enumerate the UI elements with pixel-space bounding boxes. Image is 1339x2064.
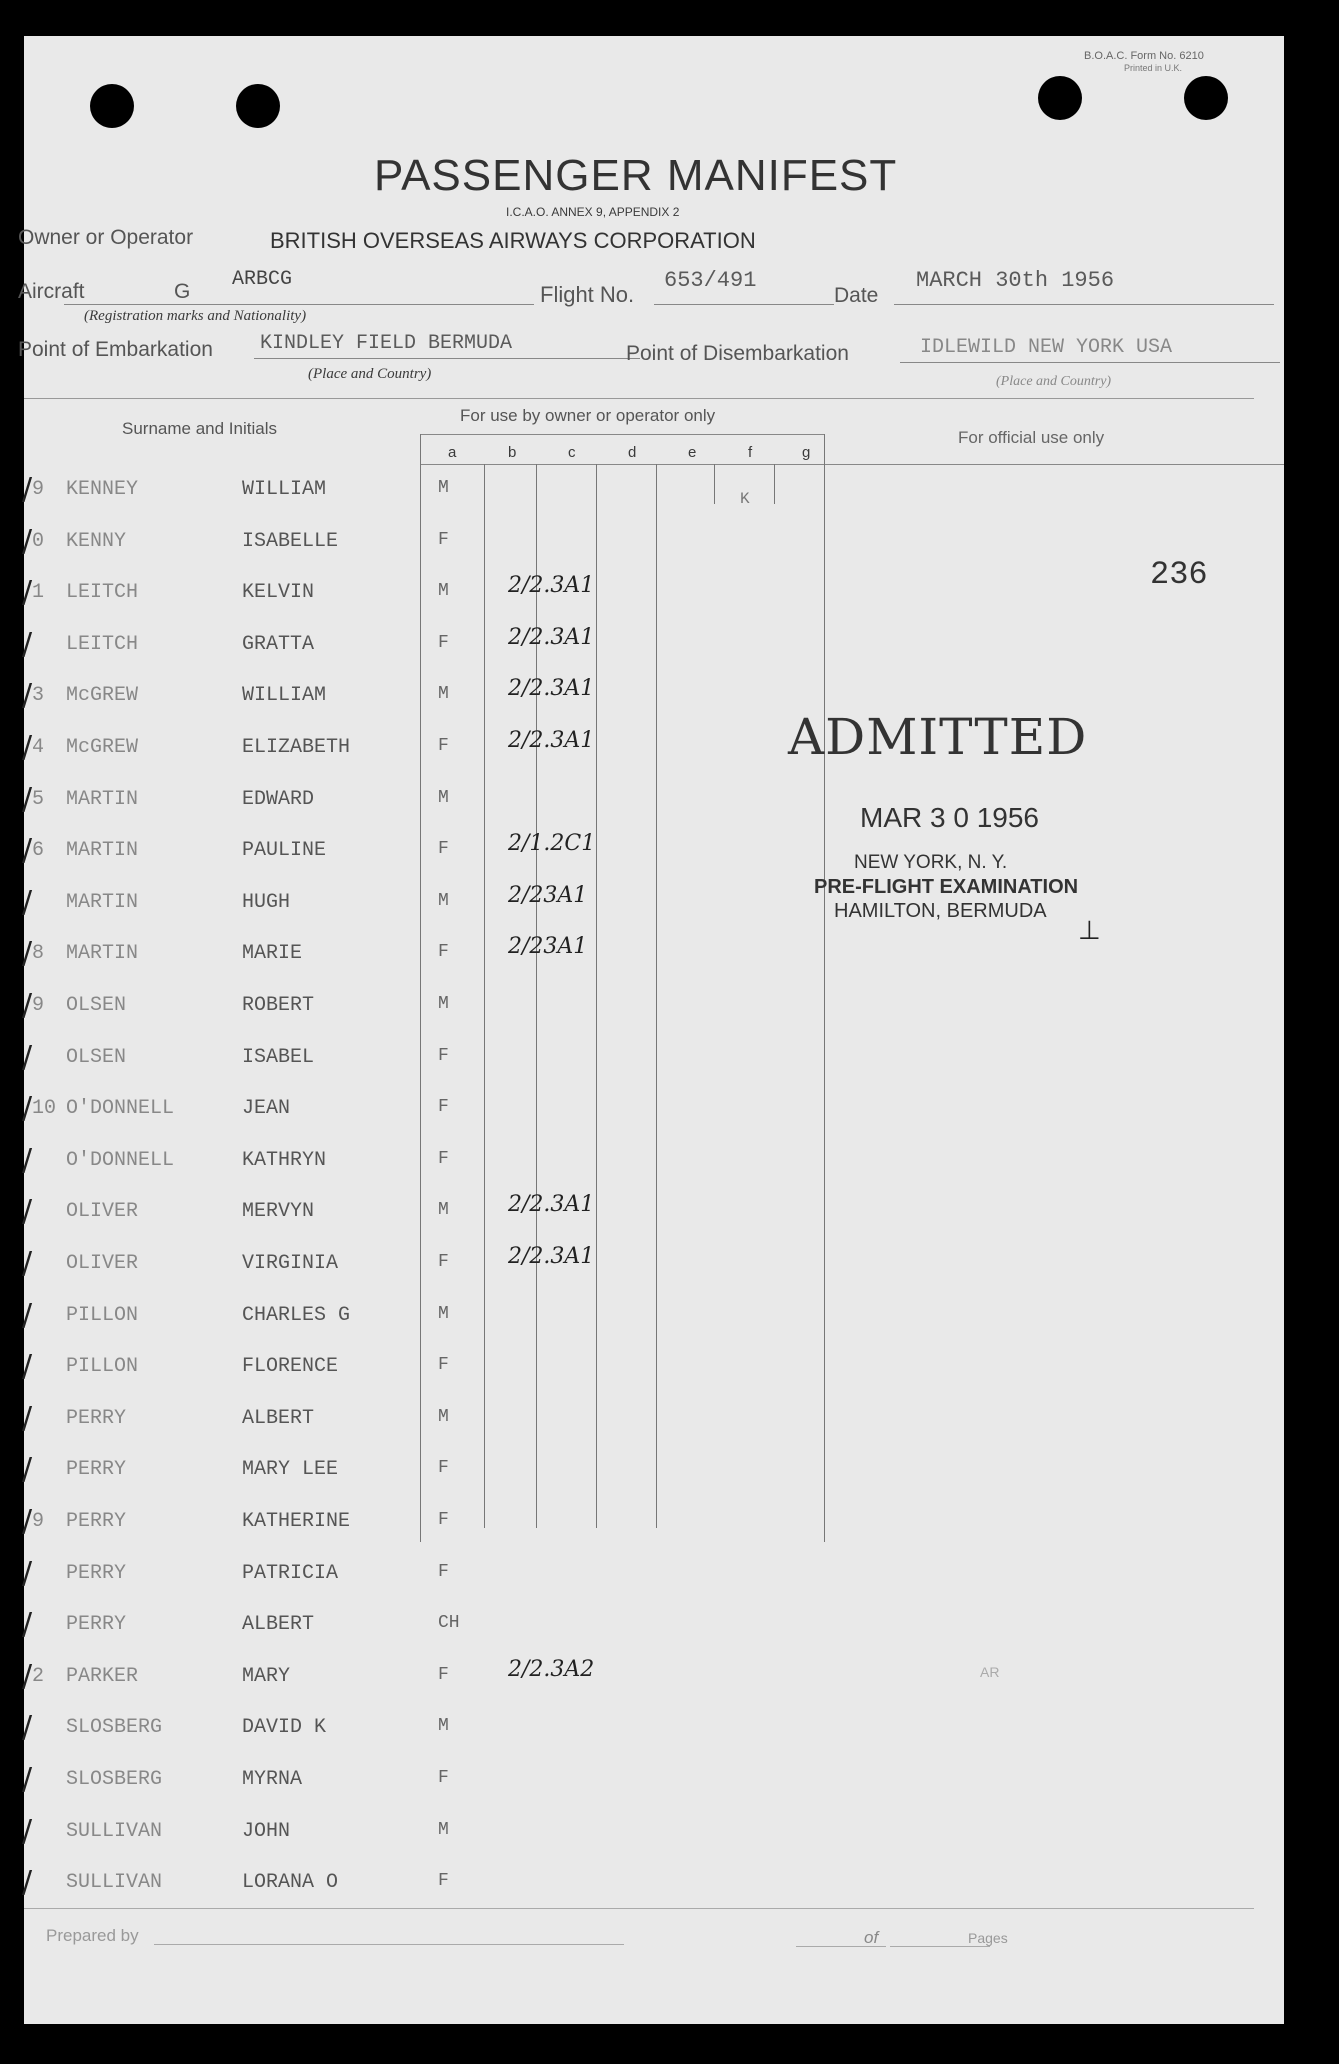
date-underline (894, 304, 1274, 305)
handwritten-note: 2/2.3A1 (508, 624, 595, 650)
official-use-header: For official use only (958, 428, 1105, 447)
owner-label: Owner or Operator (18, 226, 194, 249)
passenger-given-name: LORANA O (242, 1871, 339, 1895)
passenger-given-name: ISABEL (242, 1045, 315, 1069)
passenger-surname: MARTIN (66, 942, 139, 966)
passenger-given-name: MARY (242, 1664, 291, 1688)
table-top-rule (24, 398, 1254, 399)
table-row (24, 881, 824, 931)
passenger-surname: McGREW (66, 736, 139, 759)
passenger-sex: M (438, 1303, 449, 1324)
passenger-surname: KENNY (66, 529, 127, 553)
check-mark-icon: / (22, 1452, 33, 1488)
passenger-sex: M (438, 1819, 449, 1840)
table-row (24, 1603, 824, 1653)
passenger-surname: PARKER (66, 1664, 139, 1688)
passenger-surname: OLIVER (66, 1252, 139, 1275)
check-mark-icon: / (22, 988, 33, 1023)
passenger-sex: F (438, 1871, 449, 1892)
passenger-sex: M (438, 890, 449, 911)
check-mark-icon: / (22, 1246, 33, 1281)
check-mark-icon: / (22, 1710, 33, 1746)
passenger-sex: M (438, 1716, 449, 1737)
table-row (24, 726, 824, 776)
passenger-sex: M (438, 994, 449, 1014)
prepared-by-line (154, 1944, 624, 1945)
check-mark-icon: / (22, 1658, 33, 1694)
check-mark-icon: / (22, 678, 33, 714)
sub-column-header: e (688, 444, 697, 461)
passenger-sex: F (438, 942, 449, 963)
embarkation-note: (Place and Country) (308, 366, 432, 382)
passenger-surname: OLSEN (66, 1045, 127, 1069)
check-mark-icon: / (22, 575, 33, 611)
table-row (24, 1810, 824, 1860)
passenger-given-name: DAVID K (242, 1716, 327, 1740)
handwritten-note: 2/2.3A1 (508, 728, 595, 753)
table-row (24, 829, 824, 879)
owner-use-header: For use by owner or operator only (460, 406, 716, 425)
passenger-surname: SLOSBERG (66, 1716, 163, 1740)
passenger-sex: F (438, 1097, 449, 1118)
passenger-given-name: KATHRYN (242, 1148, 327, 1172)
prepared-by-label: Prepared by (46, 1926, 139, 1945)
passenger-given-name: ELIZABETH (242, 736, 351, 759)
passenger-sex: F (438, 1561, 449, 1582)
flight-label: Flight No. (540, 282, 635, 307)
check-mark-icon: / (22, 472, 33, 507)
passenger-sex: F (438, 839, 449, 860)
table-row (24, 1448, 824, 1498)
check-mark-icon: / (22, 1607, 33, 1643)
table-row (24, 1087, 824, 1137)
passenger-given-name: KELVIN (242, 581, 315, 605)
passenger-surname: PILLON (66, 1355, 139, 1379)
table-row (24, 1397, 824, 1447)
form-code: B.O.A.C. Form No. 6210 (1084, 50, 1204, 62)
passenger-sex: F (438, 1510, 449, 1530)
table-row (24, 623, 824, 673)
check-mark-icon: / (22, 1142, 33, 1178)
passenger-given-name: ISABELLE (242, 529, 339, 553)
sub-column-header: a (448, 444, 457, 461)
pages-label: Pages (968, 1930, 1008, 1946)
aircraft-prefix: G (174, 280, 191, 303)
check-mark-icon: / (22, 1762, 33, 1797)
disembarkation-underline (900, 362, 1280, 363)
punch-hole (1184, 76, 1228, 120)
flight-underline (654, 304, 834, 305)
handwritten-note: 2/23A1 (508, 934, 588, 960)
table-row (24, 674, 824, 724)
check-mark-icon: / (22, 1865, 33, 1901)
row-number: 9 (32, 994, 45, 1017)
sub-column-header: f (748, 444, 753, 461)
check-mark-icon: / (22, 1194, 33, 1230)
admitted-stamp: ADMITTED (788, 708, 1088, 766)
date-label: Date (834, 284, 879, 307)
handwritten-note: 2/2.3A2 (508, 1656, 595, 1682)
passenger-given-name: WILLIAM (242, 478, 327, 501)
sub-column-header: g (802, 444, 811, 461)
passenger-sex: M (438, 684, 449, 705)
check-mark-icon: / (22, 781, 33, 817)
official-initials: AR (980, 1664, 1000, 1680)
table-row (24, 1552, 824, 1602)
table-row (24, 571, 824, 621)
row-number: 2 (32, 1664, 45, 1688)
handwritten-note: 2/23A1 (508, 882, 588, 908)
check-mark-icon: / (22, 833, 33, 869)
pages-line (890, 1946, 990, 1947)
column-rule (824, 434, 825, 1542)
passenger-surname: McGREW (66, 684, 139, 708)
passenger-sex: CH (438, 1613, 460, 1634)
table-row (24, 1500, 824, 1550)
table-row (24, 1345, 824, 1395)
passenger-given-name: ALBERT (242, 1406, 315, 1430)
row-number: 9 (32, 478, 45, 501)
row-number: 3 (32, 684, 45, 708)
official-rule (824, 464, 1284, 465)
passenger-surname: KENNEY (66, 478, 139, 501)
passenger-surname: MARTIN (66, 890, 139, 914)
row-number: 10 (32, 1097, 57, 1121)
sub-column-header: d (628, 444, 637, 461)
flight-number: 653/491 (664, 268, 757, 293)
embarkation-value: KINDLEY FIELD BERMUDA (260, 332, 513, 355)
passenger-sex: M (438, 478, 449, 498)
passenger-given-name: MARIE (242, 942, 303, 966)
check-mark-icon: / (22, 730, 33, 765)
disembarkation-note: (Place and Country) (996, 374, 1112, 389)
passenger-sex: F (438, 1768, 449, 1788)
column-f-mark: K (740, 490, 750, 508)
passenger-surname: SLOSBERG (66, 1768, 163, 1791)
table-row (24, 1242, 824, 1292)
disembarkation-label: Point of Disembarkation (626, 342, 849, 365)
page-title: PASSENGER MANIFEST (374, 151, 898, 200)
stamp-examination: PRE-FLIGHT EXAMINATION (814, 876, 1079, 898)
punch-hole (1038, 76, 1082, 120)
passenger-given-name: KATHERINE (242, 1510, 351, 1533)
handwritten-note: 2/2.3A1 (508, 573, 595, 599)
registration-note: (Registration marks and Nationality) (84, 308, 307, 324)
footer-top-rule (24, 1908, 1254, 1909)
owner-value: BRITISH OVERSEAS AIRWAYS CORPORATION (270, 228, 756, 253)
passenger-given-name: MARY LEE (242, 1458, 339, 1482)
table-row (24, 1036, 824, 1086)
handwritten-note: 2/1.2C1 (508, 831, 596, 857)
page-subtitle: I.C.A.O. ANNEX 9, APPENDIX 2 (506, 205, 680, 219)
check-mark-icon: / (22, 1297, 33, 1333)
passenger-sex: F (438, 736, 449, 756)
passenger-sex: M (438, 1406, 449, 1427)
handwritten-note: 2/2.3A1 (508, 1192, 595, 1218)
disembarkation-value: IDLEWILD NEW YORK USA (920, 336, 1173, 359)
surname-column-header: Surname and Initials (122, 419, 277, 438)
passenger-surname: LEITCH (66, 632, 139, 656)
table-row (24, 1655, 824, 1705)
aircraft-registration: ARBCG (232, 268, 293, 291)
passenger-sex: F (438, 1148, 449, 1169)
manifest-page (18, 36, 1284, 2024)
stamp-city: NEW YORK, N. Y. (854, 852, 1008, 873)
page-number: 236 (1150, 556, 1208, 593)
passenger-surname: MARTIN (66, 787, 139, 811)
passenger-sex: M (438, 787, 449, 808)
row-number: 0 (32, 529, 45, 553)
table-row (24, 1706, 824, 1756)
table-row (24, 984, 824, 1034)
sub-column-rule (420, 464, 824, 465)
row-number: 9 (32, 1510, 45, 1533)
passenger-given-name: GRATTA (242, 632, 315, 656)
handwritten-note: 2/2.3A1 (508, 1244, 595, 1269)
row-number: 5 (32, 787, 45, 811)
row-number: 8 (32, 942, 45, 966)
passenger-surname: SULLIVAN (66, 1871, 163, 1895)
table-row (24, 932, 824, 982)
check-mark-icon: / (22, 1504, 33, 1539)
date-value: MARCH 30th 1956 (916, 268, 1115, 293)
passenger-given-name: PATRICIA (242, 1561, 339, 1585)
passenger-sex: F (438, 1355, 449, 1376)
passenger-given-name: WILLIAM (242, 684, 327, 708)
passenger-sex: M (438, 1200, 449, 1221)
check-mark-icon: / (22, 1400, 33, 1436)
sub-column-header: c (568, 444, 576, 461)
passenger-surname: O'DONNELL (66, 1148, 175, 1172)
table-row (24, 1294, 824, 1344)
check-mark-icon: / (22, 1555, 33, 1591)
aircraft-label: Aircraft (18, 280, 85, 303)
table-row (24, 1190, 824, 1240)
of-label: of (864, 1928, 879, 1947)
check-mark-icon: / (22, 1091, 33, 1127)
passenger-surname: SULLIVAN (66, 1819, 163, 1843)
check-mark-icon: / (22, 523, 33, 559)
embarkation-underline (254, 358, 640, 359)
passenger-surname: PERRY (66, 1613, 127, 1637)
embarkation-label: Point of Embarkation (18, 338, 213, 361)
passenger-sex: F (438, 632, 449, 653)
check-mark-icon: / (22, 1813, 33, 1849)
aircraft-underline (64, 304, 534, 305)
passenger-given-name: EDWARD (242, 787, 315, 811)
passenger-sex: F (438, 1664, 449, 1685)
passenger-sex: F (438, 1458, 449, 1479)
check-mark-icon: / (22, 884, 33, 920)
table-row (24, 1861, 824, 1911)
passenger-given-name: CHARLES G (242, 1303, 351, 1327)
check-mark-icon: / (22, 1039, 33, 1075)
passenger-given-name: ALBERT (242, 1613, 315, 1637)
passenger-given-name: VIRGINIA (242, 1252, 339, 1275)
passenger-given-name: MYRNA (242, 1768, 303, 1791)
punch-hole (90, 84, 134, 128)
passenger-surname: PERRY (66, 1458, 127, 1482)
check-mark-icon: / (22, 626, 33, 662)
table-row (24, 520, 824, 570)
printed-note: Printed in U.K. (1124, 63, 1183, 73)
table-row (24, 468, 824, 518)
stamp-date: MAR 3 0 1956 (860, 802, 1039, 833)
passenger-given-name: JEAN (242, 1097, 291, 1121)
passenger-surname: OLSEN (66, 994, 127, 1017)
passenger-surname: PILLON (66, 1303, 139, 1327)
passenger-given-name: PAULINE (242, 839, 327, 863)
passenger-sex: F (438, 1252, 449, 1272)
passenger-given-name: JOHN (242, 1819, 291, 1843)
passenger-surname: OLIVER (66, 1200, 139, 1224)
passenger-given-name: MERVYN (242, 1200, 315, 1224)
passenger-surname: PERRY (66, 1561, 127, 1585)
table-row (24, 1139, 824, 1189)
passenger-surname: PERRY (66, 1510, 127, 1533)
punch-hole (236, 84, 280, 128)
handwritten-note: 2/2.3A1 (508, 676, 595, 702)
row-number: 6 (32, 839, 45, 863)
passenger-surname: MARTIN (66, 839, 139, 863)
stamp-place: HAMILTON, BERMUDA (834, 900, 1047, 922)
passenger-surname: LEITCH (66, 581, 139, 605)
stamp-mark: ⊥ (1078, 916, 1101, 946)
passenger-surname: PERRY (66, 1406, 127, 1430)
row-number: 1 (32, 581, 45, 605)
passenger-given-name: HUGH (242, 890, 291, 914)
check-mark-icon: / (22, 936, 33, 972)
sub-column-header: b (508, 444, 517, 461)
passenger-given-name: FLORENCE (242, 1355, 339, 1379)
passenger-sex: M (438, 581, 449, 602)
passenger-sex: F (438, 529, 449, 550)
passenger-given-name: ROBERT (242, 994, 315, 1017)
passenger-sex: F (438, 1045, 449, 1066)
table-row (24, 778, 824, 828)
passenger-surname: O'DONNELL (66, 1097, 175, 1121)
check-mark-icon: / (22, 1349, 33, 1385)
owner-use-rule (420, 434, 824, 435)
row-number: 4 (32, 736, 45, 759)
table-row (24, 1758, 824, 1808)
